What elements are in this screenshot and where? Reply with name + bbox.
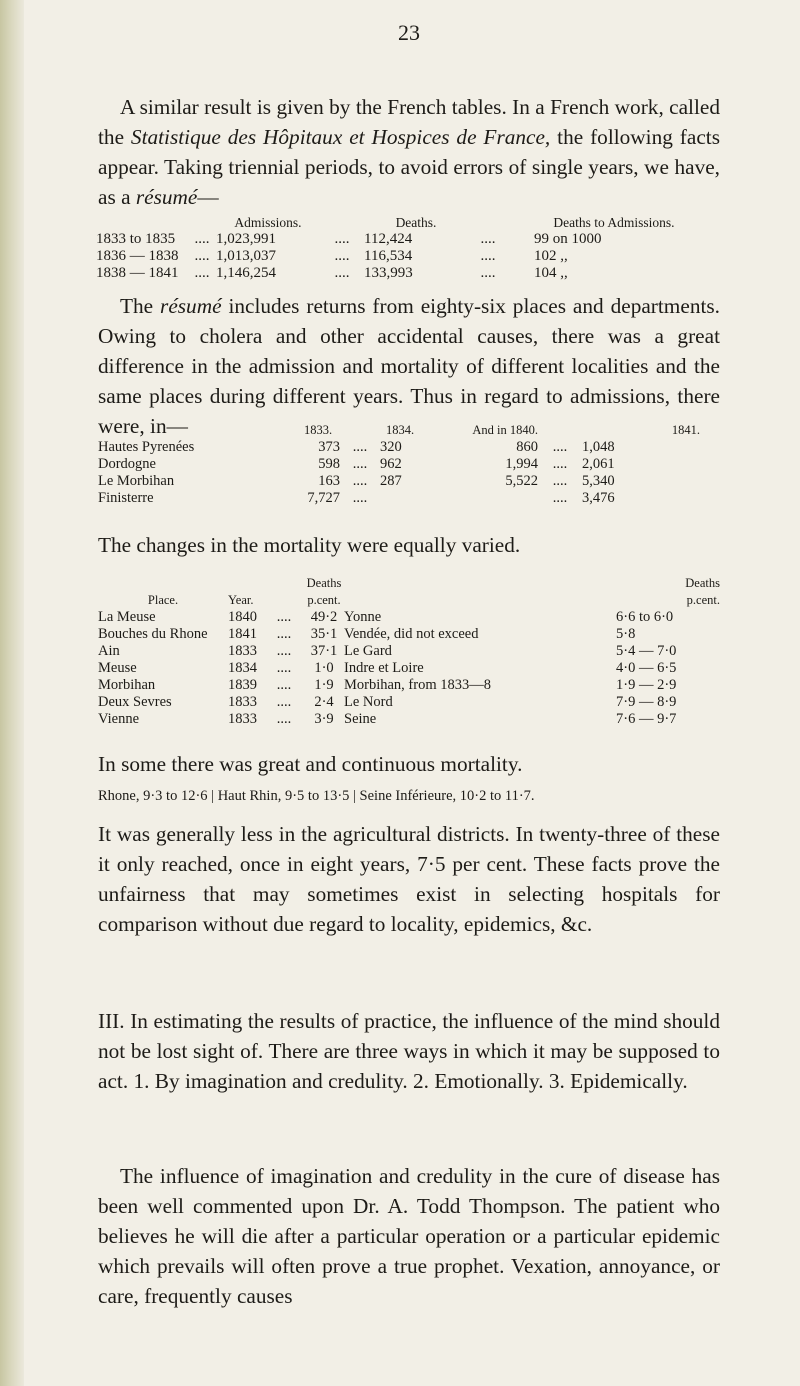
year-cell: 1841 (228, 626, 257, 642)
year-cell: 1833 (228, 711, 257, 727)
deaths-cell: 116,534 (364, 248, 413, 264)
value-cell: 287 (380, 473, 402, 489)
place-cell: Vendée, did not exceed (344, 626, 479, 642)
col-header: Deaths (306, 576, 342, 590)
table-row: Meuse 1834 .... 1·0 Indre et Loire 4·0 — 6·5 (98, 660, 720, 677)
place-cell: Le Nord (344, 694, 393, 710)
value-cell: 860 (516, 439, 538, 455)
mortality-table (98, 575, 720, 728)
year-cell: 1839 (228, 677, 257, 693)
admissions-cell: 1,013,037 (216, 248, 276, 264)
place-cell: Meuse (98, 660, 137, 676)
value-cell: 7,727 (307, 490, 340, 506)
year-cell: 1840 (228, 609, 257, 625)
col-header: Place. (147, 593, 179, 607)
pcent-cell: 49·2 (310, 609, 338, 625)
pcent-cell: 1·9 — 2·9 (616, 677, 677, 693)
pcent-cell: 3·9 (314, 711, 334, 727)
value-cell: 3,476 (582, 490, 615, 506)
pcent-cell: 4·0 — 6·5 (616, 660, 677, 676)
table-row: 1833 to 1835 .... 1,023,991 .... 112,424 .... 99 on 1000 (96, 231, 720, 248)
paragraph-mortality: The changes in the mortality were equally varied. (98, 533, 521, 557)
table-row: 1836 — 1838 .... 1,013,037 .... 116,534 .... 102 ,, (96, 248, 720, 265)
table-row: Bouches du Rhone 1841 .... 35·1 Vendée, did not exceed 5·8 (98, 626, 720, 643)
col-header: Deaths to Admissions. (553, 215, 675, 230)
table-row: Ain 1833 .... 37·1 Le Gard 5·4 — 7·0 (98, 643, 720, 660)
value-cell: 163 (318, 473, 340, 489)
intro-text: A similar result is given by the French tables. In a French work, called the (98, 95, 720, 149)
pcent-cell: 2·4 (314, 694, 334, 710)
paragraph-continuous: In some there was great and continuous mortality. (98, 752, 523, 776)
resume-word: résumé (160, 294, 222, 318)
value-cell: 2,061 (582, 456, 615, 472)
intro-dash: — (197, 185, 219, 209)
paragraph-section-iii: III. In estimating the results of practice, the influence of the mind should not be lost sight of. There are three ways in which it may be supposed to act. 1. By imagination and credulity. 2. Emotionally. 3. Epidemically. (98, 1009, 720, 1093)
table-row: Le Morbihan 163 .... 287 5,522 .... 5,340 (98, 473, 720, 490)
place-cell: Morbihan (98, 677, 156, 693)
col-header: 1834. (385, 423, 415, 437)
table-row: Finisterre 7,727 .... .... 3,476 (98, 490, 720, 507)
col-header: 1841. (671, 423, 700, 437)
col-header: Deaths. (395, 215, 437, 230)
period-cell: 1838 — 1841 (96, 265, 179, 281)
ratio-cell: 104 ,, (534, 265, 568, 281)
col-header: And in 1840. (472, 423, 538, 437)
table-row: Morbihan 1839 .... 1·9 Morbihan, from 1833—8 1·9 — 2·9 (98, 677, 720, 694)
paragraph-intro (98, 92, 720, 212)
value-cell (420, 490, 538, 507)
table-header-row (98, 422, 720, 439)
year-cell: 1833 (228, 694, 257, 710)
table-row: 1838 — 1841 .... 1,146,254 .... 133,993 .... 104 ,, (96, 265, 720, 282)
page-number: 23 (398, 20, 420, 45)
value-cell: 1,994 (505, 456, 538, 472)
place-cell: Yonne (344, 609, 382, 625)
place-cell: Bouches du Rhone (98, 626, 208, 642)
table-header-row (96, 214, 720, 231)
resume-word: résumé (135, 185, 198, 209)
value-cell: 320 (380, 439, 402, 455)
pcent-cell: 37·1 (310, 643, 338, 659)
pcent-cell: 7·6 — 9·7 (616, 711, 677, 727)
table-header-row (98, 592, 720, 609)
page-binding-edge (0, 0, 24, 1386)
value-cell: 5,340 (582, 473, 615, 489)
value-cell: 1,048 (582, 439, 615, 455)
ratio-cell: 99 on 1000 (534, 231, 602, 247)
pcent-cell: 35·1 (310, 626, 338, 642)
resume-text-cont: includes returns from eighty-six places and departments. Owing to cholera and other accidental causes, there was a great difference in the admission and mortality of different localities and the same places during different years. Thus in regard to admissions, there were, in— (98, 294, 720, 438)
place-cell: La Meuse (98, 609, 156, 625)
col-header: p.cent. (307, 593, 341, 607)
year-cell: 1833 (228, 643, 257, 659)
place-cell: Hautes Pyrenées (98, 439, 195, 455)
place-cell: Indre et Loire (344, 660, 424, 676)
place-cell: Le Morbihan (98, 473, 175, 489)
pcent-cell: 5·4 — 7·0 (616, 643, 677, 659)
value-cell: 962 (380, 456, 402, 472)
value-cell: 373 (318, 439, 340, 455)
admissions-cell: 1,146,254 (216, 265, 276, 281)
table-row: Dordogne 598 .... 962 1,994 .... 2,061 (98, 456, 720, 473)
intro-text-cont: the following facts appear. Taking triennial periods, to avoid errors of single years, we have, as a (98, 125, 720, 209)
place-cell: Dordogne (98, 456, 156, 472)
col-header: Deaths (685, 576, 720, 590)
place-cell: Vienne (98, 711, 140, 727)
place-cell: Morbihan, from 1833—8 (344, 677, 491, 693)
book-page (98, 0, 720, 1386)
col-header: p.cent. (686, 593, 720, 607)
table-row: Hautes Pyrenées 373 .... 320 860 .... 1,048 (98, 439, 720, 456)
value-cell: 598 (318, 456, 340, 472)
ratio-cell: 102 ,, (534, 248, 568, 264)
pcent-cell: 1·9 (314, 677, 334, 693)
pcent-cell: 5·8 (616, 626, 636, 642)
paragraph-agricultural: It was generally less in the agricultural districts. In twenty-three of these it only reached, once in eight years, 7·5 per cent. These facts prove the unfairness that may sometimes exist in selecting hospitals for comparison without due regard to locality, epidemics, &c. (98, 822, 720, 936)
place-cell: Seine (344, 711, 377, 727)
admissions-table (96, 214, 720, 282)
admissions-cell: 1,023,991 (216, 231, 276, 247)
resume-text: The (120, 294, 161, 318)
value-cell (380, 490, 420, 507)
place-cell: Ain (98, 643, 120, 659)
table-row: Deux Sevres 1833 .... 2·4 Le Nord 7·9 — 8·9 (98, 694, 720, 711)
period-cell: 1836 — 1838 (96, 248, 179, 264)
table-header-row (98, 575, 720, 592)
paragraph-resume (98, 291, 720, 441)
work-title: Statistique des Hôpitaux et Hospices de France, (130, 125, 551, 149)
table-row: Vienne 1833 .... 3·9 Seine 7·6 — 9·7 (98, 711, 720, 728)
admissions-by-place-table (98, 422, 720, 507)
pcent-cell: 7·9 — 8·9 (616, 694, 677, 710)
deaths-cell: 112,424 (364, 231, 413, 247)
table-row: La Meuse 1840 .... 49·2 Yonne 6·6 to 6·0 (98, 609, 720, 626)
period-cell: 1833 to 1835 (96, 231, 176, 247)
place-cell: Le Gard (344, 643, 392, 659)
col-header: Admissions. (234, 215, 302, 230)
continuous-mortality-line: Rhone, 9·3 to 12·6 | Haut Rhin, 9·5 to 13·5 | Seine Inférieure, 10·2 to 11·7. (98, 788, 535, 804)
col-header: 1833. (303, 423, 333, 437)
place-cell: Finisterre (98, 490, 154, 506)
value-cell: 5,522 (505, 473, 538, 489)
pcent-cell: 6·6 to 6·0 (616, 609, 674, 625)
pcent-cell: 1·0 (314, 660, 334, 676)
col-header: Year. (228, 593, 254, 607)
deaths-cell: 133,993 (364, 265, 413, 281)
place-cell: Deux Sevres (98, 694, 172, 710)
paragraph-imagination: The influence of imagination and credulity in the cure of disease has been well commented upon Dr. A. Todd Thompson. The patient who believes he will die after a particular operation or a particular epidemic which prevails will often prove a true prophet. Vexation, annoyance, or care, frequently causes (98, 1164, 720, 1308)
year-cell: 1834 (228, 660, 257, 676)
